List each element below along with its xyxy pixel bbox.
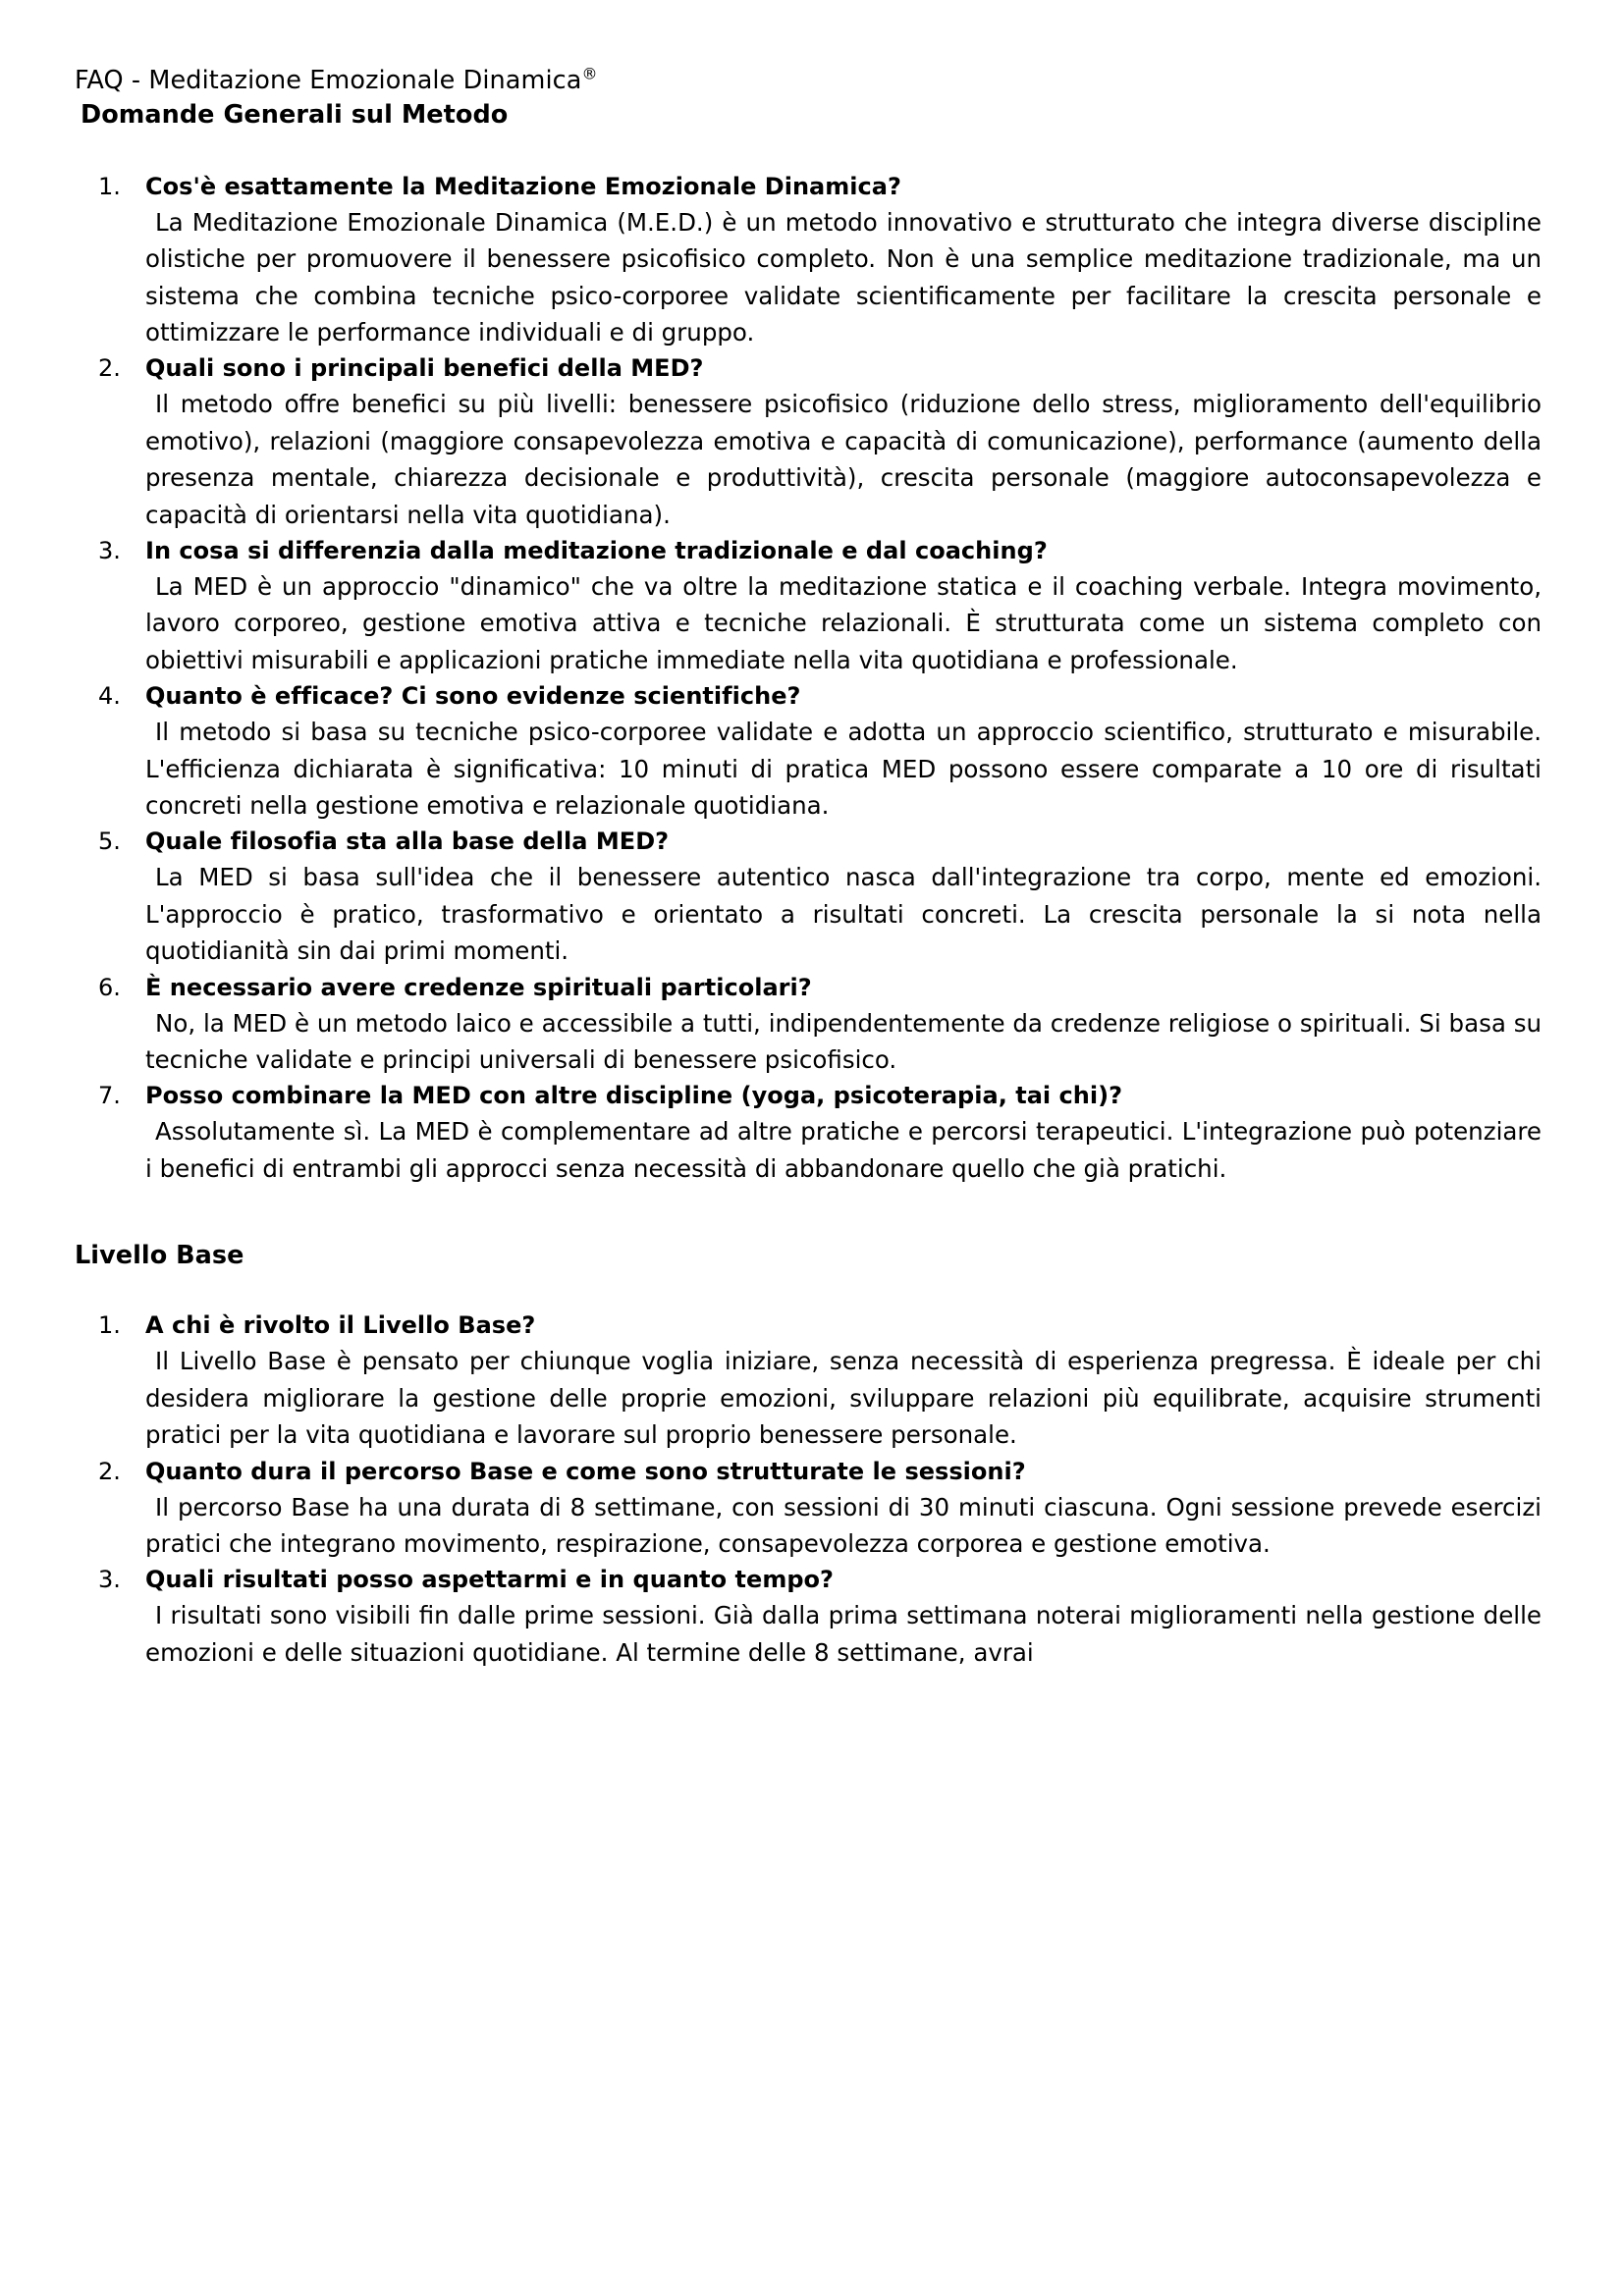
faq-question: Quanto è efficace? Ci sono evidenze scientifiche? — [145, 682, 801, 711]
faq-item-number: 1. — [98, 1311, 121, 1340]
faq-answer: Il percorso Base ha una durata di 8 settimane, con sessioni di 30 minuti ciascuna. Ogni sessione prevede esercizi pratici che integrano movimento, respirazione, consapevolezza corporea e gestione emotiva. — [145, 1492, 1542, 1559]
faq-item-number: 3. — [98, 1566, 121, 1594]
faq-answer: I risultati sono visibili fin dalle prime sessioni. Già dalla prima settimana noterai miglioramenti nella gestione delle emozioni e delle situazioni quotidiane. Al termine delle 8 settimane, avrai — [145, 1601, 1542, 1667]
faq-answer: Il metodo offre benefici su più livelli: benessere psicofisico (riduzione dello stress, miglioramento dell'equilibrio emotivo), relazioni (maggiore consapevolezza emotiva e capacità di comunicazione), performance (aumento della presenza mentale, chiarezza decisionale e produttività), crescita personale (maggiore autoconsapevolezza e capacità di orientarsi nella vita quotidiana). — [145, 390, 1542, 529]
faq-question: In cosa si differenzia dalla meditazione tradizionale e dal coaching? — [145, 537, 1048, 565]
faq-answer: La Meditazione Emozionale Dinamica (M.E.D.) è un metodo innovativo e strutturato che integra diverse discipline olistiche per promuovere il benessere psicofisico completo. Non è una semplice meditazione tradizionale, ma un sistema che combina tecniche psico-corporee validate scientificamente per facilitare la crescita personale e ottimizzare le performance individuali e di gruppo. — [145, 207, 1542, 347]
faq-question: Posso combinare la MED con altre discipline (yoga, psicoterapia, tai chi)? — [145, 1082, 1123, 1110]
faq-item-number: 3. — [98, 537, 121, 565]
document-title — [75, 65, 1543, 97]
faq-item-number: 5. — [98, 828, 121, 856]
registered-trademark-symbol: ® — [581, 64, 598, 83]
spacer-before-livello-heading — [75, 1187, 1543, 1240]
faq-item — [75, 1308, 1543, 1453]
faq-answer: Il metodo si basa su tecniche psico-corporee validate e adotta un approccio scientifico, strutturato e misurabile. L'efficienza dichiarata è significativa: 10 minuti di pratica MED possono essere comparate a 10 ore di risultati concreti nella gestione emotiva e relazionale quotidiana. — [145, 718, 1542, 821]
faq-item — [75, 678, 1543, 824]
spacer-after-general-heading — [75, 132, 1543, 169]
faq-item — [75, 1078, 1543, 1187]
faq-item — [75, 350, 1543, 533]
faq-question: Quale filosofia sta alla base della MED? — [145, 828, 670, 856]
faq-item-number: 6. — [98, 973, 121, 1001]
faq-item-number: 7. — [98, 1082, 121, 1110]
faq-question: Cos'è esattamente la Meditazione Emozionale Dinamica? — [145, 172, 901, 200]
faq-question: Quali sono i principali benefici della MED? — [145, 354, 704, 383]
general-questions-list — [75, 169, 1543, 1188]
spacer-after-livello-heading — [75, 1272, 1543, 1308]
faq-question: A chi è rivolto il Livello Base? — [145, 1311, 536, 1340]
faq-item-number: 2. — [98, 354, 121, 383]
document-title-text: FAQ - Meditazione Emozionale Dinamica — [75, 66, 582, 95]
faq-answer: No, la MED è un metodo laico e accessibile a tutti, indipendentemente da credenze religiose o spirituali. Si basa su tecniche validate e principi universali di benessere psicofisico. — [145, 1008, 1542, 1075]
faq-question: Quali risultati posso aspettarmi e in quanto tempo? — [145, 1566, 834, 1594]
faq-item — [75, 1562, 1543, 1671]
faq-item — [75, 1454, 1543, 1563]
faq-answer: Il Livello Base è pensato per chiunque voglia iniziare, senza necessità di esperienza pregressa. È ideale per chi desidera migliorare la gestione delle proprie emozioni, sviluppare relazioni più equilibrate, acquisire strumenti pratici per la vita quotidiana e lavorare sul proprio benessere personale. — [145, 1347, 1542, 1450]
faq-item — [75, 824, 1543, 969]
faq-item-number: 2. — [98, 1457, 121, 1485]
base-level-questions-list — [75, 1308, 1543, 1671]
faq-question: È necessario avere credenze spirituali particolari? — [145, 973, 812, 1001]
section-heading-base-level: Livello Base — [75, 1241, 244, 1271]
faq-answer: Assolutamente sì. La MED è complementare ad altre pratiche e percorsi terapeutici. L'integrazione può potenziare i benefici di entrambi gli approcci senza necessità di abbandonare quello che già pratichi. — [145, 1117, 1542, 1183]
faq-item — [75, 533, 1543, 678]
faq-question: Quanto dura il percorso Base e come sono strutturate le sessioni? — [145, 1457, 1026, 1485]
faq-item — [75, 970, 1543, 1079]
faq-item-number: 4. — [98, 682, 121, 711]
faq-item-number: 1. — [98, 172, 121, 200]
faq-answer: La MED si basa sull'idea che il benessere autentico nasca dall'integrazione tra corpo, mente ed emozioni. L'approccio è pratico, trasformativo e orientato a risultati concreti. La crescita personale la si nota nella quotidianità sin dai primi momenti. — [145, 863, 1542, 966]
faq-answer: La MED è un approccio "dinamico" che va oltre la meditazione statica e il coaching verbale. Integra movimento, lavoro corporeo, gestione emotiva attiva e tecniche relazionali. È strutturata come un sistema completo con obiettivi misurabili e applicazioni pratiche immediate nella vita quotidiana e professionale. — [145, 572, 1542, 674]
section-heading-general: Domande Generali sul Metodo — [81, 99, 509, 130]
faq-item — [75, 169, 1543, 351]
